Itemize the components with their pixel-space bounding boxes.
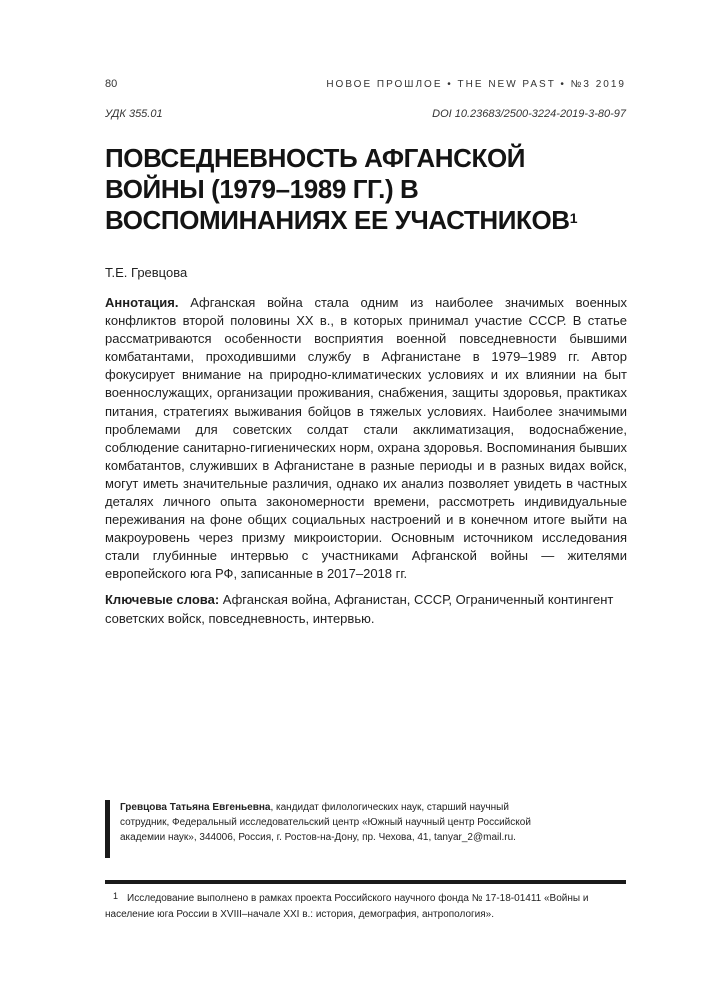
abstract-label: Аннотация. xyxy=(105,295,179,310)
abstract-text: Афганская война стала одним из наиболее значимых военных конфликтов второй половины XX в., в которых принимал участие СССР. В статье рассматриваются особенности восприятия военной повседневности бывшими комбатантами, проходившими службу в Афганистане в 1979–1989 гг. Автор фокусирует внимание на природно-климатических условиях и их влиянии на быт военнослужащих, организации проживания, снабжения, защиты здоровья, практиках питания, стратегиях выживания бойцов в тяжелых условиях. Наиболее значимыми проблемами для советских солдат стали акклиматизация, водоснабжение, соблюдение санитарно-гигиенических норм, охрана здоровья. Воспоминания бывших комбатантов, служивших в Афганистане в разные периоды и в разных видах войск, могут иметь значительные различия, однако их анализ позволяет увидеть в частных деталях личного опыта закономерности времени, рассмотреть индивидуальные переживания на фоне общих социальных настроений и в конечном итоге выйти на макроуровень через призму микроистории. Основным источником исследования стали глубинные интервью с участниками Афганской войны — жителями европейского юга РФ, записанные в 2017–2018 гг. xyxy=(105,295,627,582)
footnote xyxy=(105,891,627,922)
abstract xyxy=(105,294,627,584)
author-info xyxy=(120,800,540,845)
keywords xyxy=(105,591,627,628)
page-number: 80 xyxy=(105,78,118,90)
keywords-label: Ключевые слова: xyxy=(105,592,220,607)
footnote-marker: 1 xyxy=(113,891,119,901)
udc-code: УДК 355.01 xyxy=(105,108,163,120)
keywords-text: Афганская война, Афганистан, СССР, Ограниченный контингент советских войск, повседневность, интервью. xyxy=(105,592,614,626)
title-footnote-marker[interactable]: 1 xyxy=(569,210,578,226)
author-info-bar xyxy=(105,800,110,858)
footnote-text: Исследование выполнено в рамках проекта Российского научного фонда № 17-18-01411 «Войны и население юга России в XVIII–начале XXI в.: история, демография, антропология». xyxy=(105,893,589,920)
author-name: Т.Е. Гревцова xyxy=(105,265,188,280)
footnote-divider xyxy=(105,880,626,884)
doi[interactable]: DOI 10.23683/2500-3224-2019-3-80-97 xyxy=(432,108,626,120)
article-title xyxy=(105,143,625,236)
author-info-details: , кандидат филологических наук, старший научный сотрудник, Федеральный исследовательский центр «Южный научный центр Российской академии наук», 344006, Россия, г. Ростов-на-Дону, пр. Чехова, 41, tanyar_2@mail.ru. xyxy=(120,802,531,843)
author-info-name: Гревцова Татьяна Евгеньевна xyxy=(120,802,271,813)
journal-running-header: НОВОЕ ПРОШЛОЕ • THE NEW PAST • №3 2019 xyxy=(326,79,626,90)
article-title-text: ПОВСЕДНЕВНОСТЬ АФГАНСКОЙ ВОЙНЫ (1979–1989 ГГ.) В ВОСПОМИНАНИЯХ ЕЕ УЧАСТНИКОВ xyxy=(105,143,570,235)
